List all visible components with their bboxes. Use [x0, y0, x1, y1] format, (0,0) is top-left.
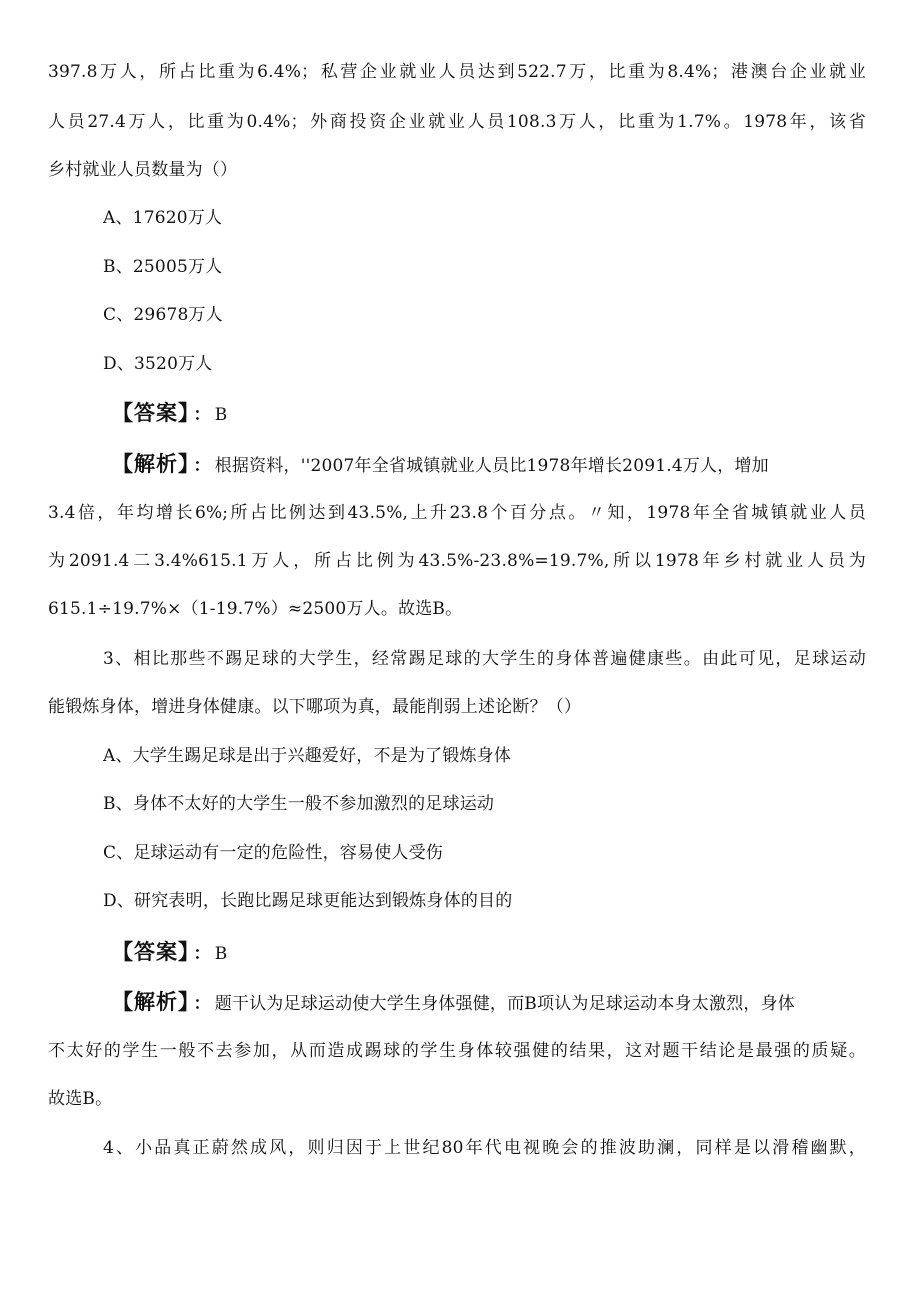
q3-analysis-label: 【解析】 [112, 990, 190, 1014]
q3-option-c: C、足球运动有一定的危险性，容易使人受伤 [103, 843, 444, 863]
q2-analysis-label: 【解析】 [112, 452, 190, 476]
q2-option-c: C、29678万人 [103, 305, 223, 325]
q3-answer-label: 【答案】 [112, 940, 190, 964]
q2-analysis-line-4: 615.1÷19.7%×（1-19.7%）≈2500万人。故选B。 [48, 599, 463, 619]
q3-option-b: B、身体不太好的大学生一般不参加激烈的足球运动 [103, 794, 495, 814]
q2-analysis-colon: ： [193, 456, 211, 476]
q3-analysis-line-3: 故选B。 [48, 1089, 113, 1109]
q3-analysis-text: 题干认为足球运动使大学生身体强健，而B项认为足球运动本身太激烈，身体 [214, 994, 795, 1014]
q3-answer-colon: ： [193, 944, 211, 964]
q2-stem-line-2: 人员27.4万人，比重为0.4%；外商投资企业就业人员108.3万人，比重为1.7%。1978年，该省 [48, 112, 866, 132]
q2-answer-label: 【答案】 [112, 401, 190, 425]
q2-analysis-text: 根据资料，''2007年全省城镇就业人员比1978年增长2091.4万人，增加 [214, 456, 769, 476]
q2-analysis-line-3: 为2091.4二3.4%615.1万人，所占比例为43.5%-23.8%=19.7%,所以1978年乡村就业人员为 [48, 551, 866, 571]
q2-answer-colon: ： [193, 405, 211, 425]
q2-answer [112, 401, 227, 427]
q2-stem-line-1: 397.8万人，所占比重为6.4%；私营企业就业人员达到522.7万，比重为8.4%；港澳台企业就业 [48, 62, 866, 82]
q3-analysis-first-line [112, 990, 795, 1016]
q2-answer-value: B [214, 405, 228, 425]
q3-option-a: A、大学生踢足球是出于兴趣爱好，不是为了锻炼身体 [103, 746, 512, 766]
q3-stem-line-2: 能锻炼身体，增进身体健康。以下哪项为真，最能削弱上述论断？（） [48, 697, 582, 717]
q3-analysis-colon: ： [193, 994, 211, 1014]
q2-analysis-line-2: 3.4倍，年均增长6%;所占比例达到43.5%,上升23.8个百分点。〃知，1978年全省城镇就业人员 [48, 503, 866, 523]
q2-option-d: D、3520万人 [103, 354, 213, 374]
q4-stem-line-1: 4、小品真正蔚然成风，则归因于上世纪80年代电视晚会的推波助澜，同样是以滑稽幽默， [103, 1138, 866, 1158]
q3-stem-line-1: 3、相比那些不踢足球的大学生，经常踢足球的大学生的身体普遍健康些。由此可见，足球运动 [103, 649, 866, 669]
q2-option-a: A、17620万人 [103, 208, 223, 228]
q3-answer [112, 940, 227, 966]
q2-option-b: B、25005万人 [103, 257, 223, 277]
q2-stem-line-3: 乡村就业人员数量为（） [48, 160, 238, 180]
q2-analysis-first-line [112, 452, 769, 478]
q3-analysis-line-2: 不太好的学生一般不去参加，从而造成踢球的学生身体较强健的结果，这对题干结论是最强的质疑。 [48, 1041, 866, 1061]
q3-option-d: D、研究表明，长跑比踢足球更能达到锻炼身体的目的 [103, 891, 513, 911]
q3-answer-value: B [214, 944, 228, 964]
